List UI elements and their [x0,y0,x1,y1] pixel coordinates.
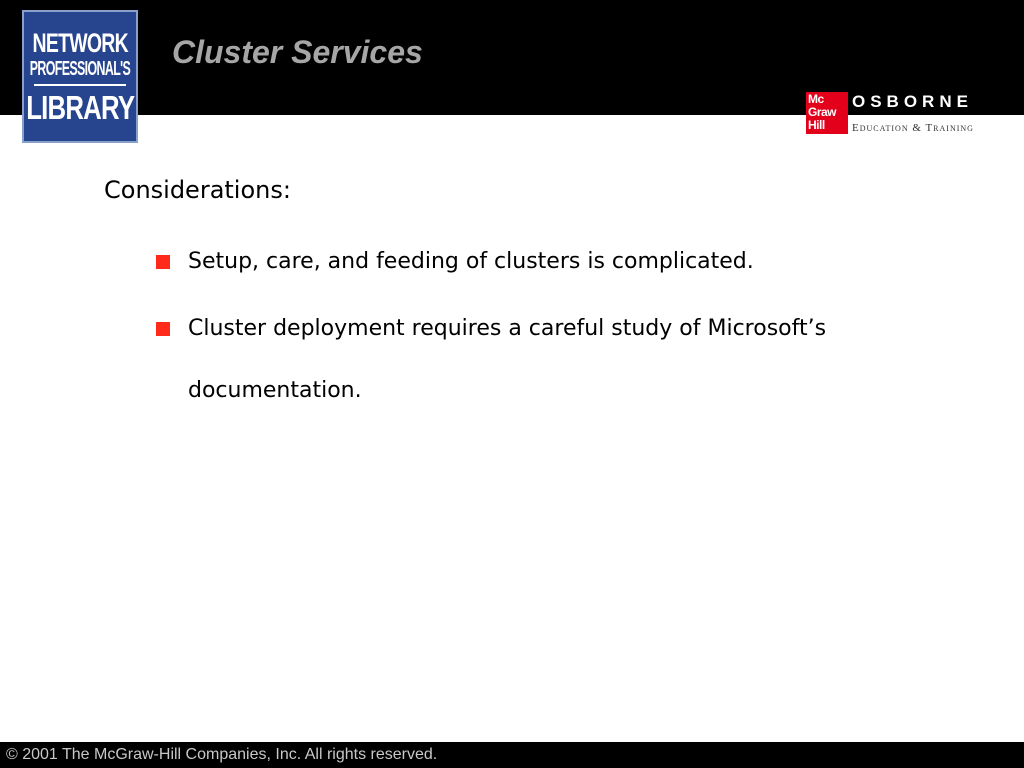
mcgraw-hill-osborne-logo [806,92,1018,136]
logo-line-library: LIBRARY [26,88,135,126]
bullet-text: Setup, care, and feeding of clusters is complicated. [188,249,754,274]
osborne-wordmark: OSBORNE [852,92,973,111]
bullet-text: Cluster deployment requires a careful study of Microsoft’s documentation. [188,316,827,403]
slide-title: Cluster Services [172,34,423,70]
bullet-square-icon [156,255,170,269]
copyright-text: © 2001 The McGraw-Hill Companies, Inc. All rights reserved. [6,746,438,763]
mcgraw-hill-mark: Mc Graw Hill [806,92,848,134]
body-heading: Considerations: [104,176,291,204]
logo-divider [34,84,126,86]
logo-line-network: NETWORK [32,27,128,58]
education-training-tagline: Education & Training [852,122,974,134]
footer-bar [0,742,1024,768]
bullet-square-icon [156,322,170,336]
logo-line-professionals: PROFESSIONAL'S [29,57,131,80]
network-professionals-library-logo [22,10,138,143]
